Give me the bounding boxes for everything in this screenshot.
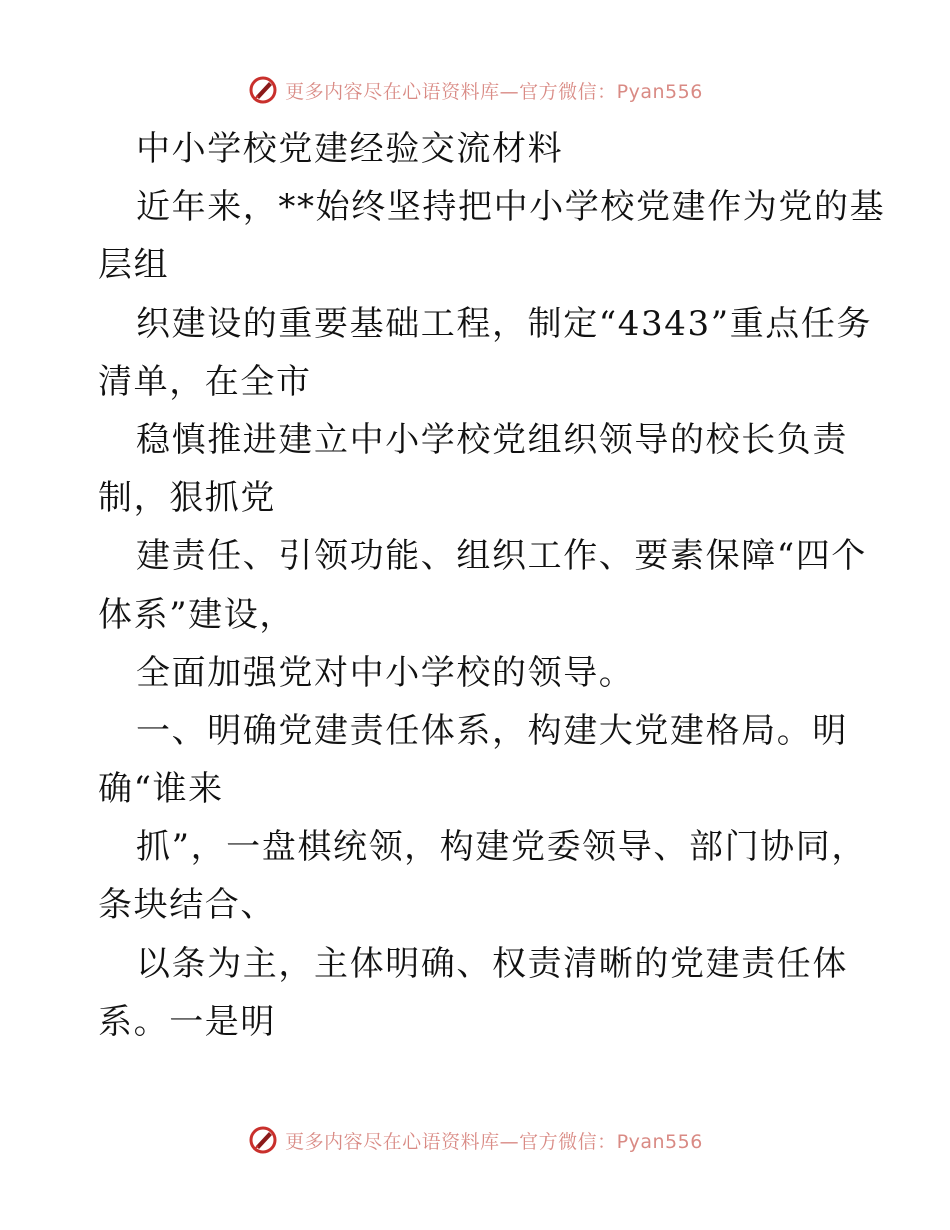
header-watermark (0, 70, 950, 110)
text-line: 确“谁来 (98, 769, 224, 810)
text-line: 织建设的重要基础工程，制定“4343”重点任务 (136, 303, 873, 344)
text-line: 以条为主，主体明确、权责清晰的党建责任体 (136, 943, 848, 984)
text-line: 建责任、引领功能、组织工作、要素保障“四个 (136, 536, 867, 577)
text-line: 一、明确党建责任体系，构建大党建格局。明 (136, 710, 848, 751)
brand-logo-icon (247, 74, 279, 106)
text-line: 清单，在全市 (98, 361, 312, 402)
text-line: 中小学校党建经验交流材料 (136, 129, 564, 169)
brand-logo-icon (247, 1124, 279, 1156)
footer-watermark (0, 1120, 950, 1160)
text-line: 系。一是明 (98, 1001, 276, 1042)
text-line: 层组 (98, 245, 170, 286)
watermark-text: 更多内容尽在心语资料库—官方微信：Pyan556 (285, 80, 703, 103)
document-body (98, 120, 886, 1051)
text-line: 抓”，一盘棋统领，构建党委领导、部门协同， (136, 827, 867, 868)
text-line: 稳慎推进建立中小学校党组织领导的校长负责 (136, 419, 848, 460)
text-line: 制，狠抓党 (98, 478, 276, 519)
text-line: 体系”建设， (98, 594, 295, 635)
text-line: 条块结合、 (98, 885, 276, 926)
text-line: 全面加强党对中小学校的领导。 (136, 652, 635, 693)
watermark-text: 更多内容尽在心语资料库—官方微信：Pyan556 (285, 1130, 703, 1153)
text-line: 近年来，**始终坚持把中小学校党建作为党的基 (136, 187, 886, 228)
